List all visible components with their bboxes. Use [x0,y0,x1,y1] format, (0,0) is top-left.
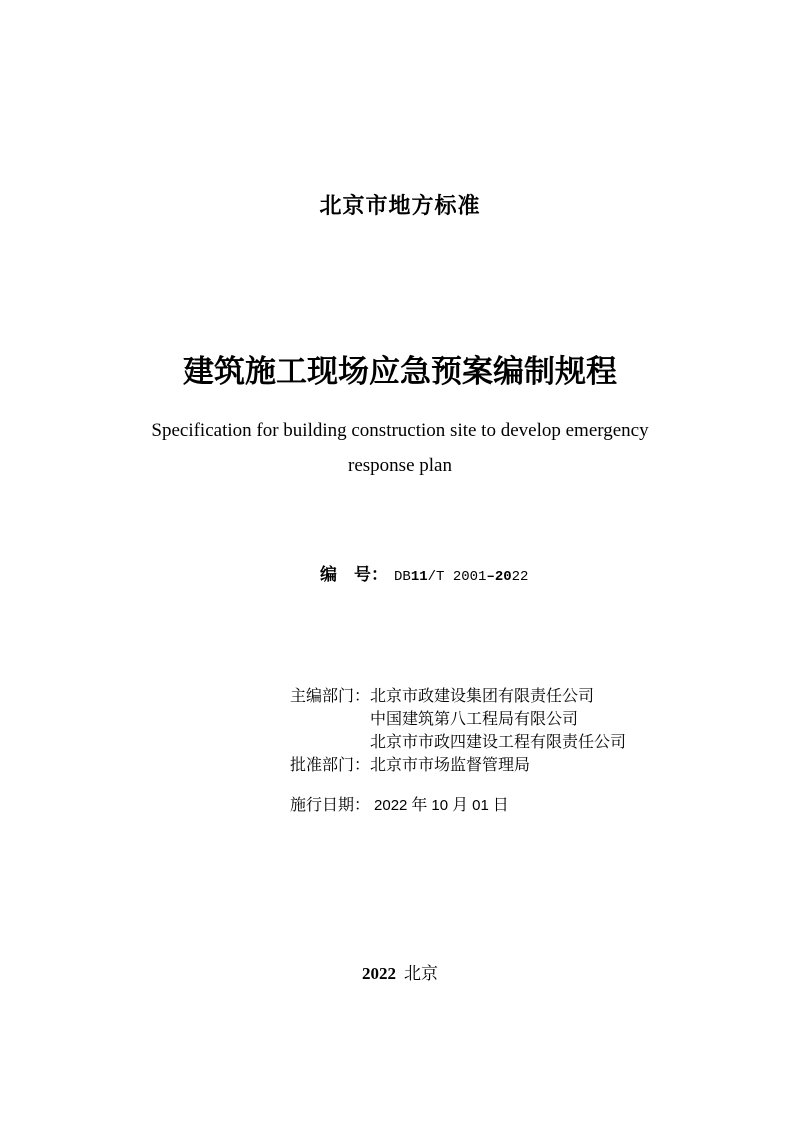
implementation-date-line [290,792,509,815]
standard-number-suffix: 22 [511,569,529,585]
chief-department-row-3 [290,731,626,754]
implementation-year: 2022 [374,797,408,814]
standard-number-prefix: DB [394,569,411,585]
english-subtitle-line1: Specification for building construction site to develop emergency [151,420,649,441]
chief-department-value-1: 北京市政建设集团有限责任公司 [370,688,595,705]
approval-department-value: 北京市市场监督管理局 [370,757,531,774]
standard-number-bold1: 11 [410,569,428,585]
chief-department-label: 主编部门： [290,688,371,705]
implementation-month-unit: 月 [452,797,469,814]
footer-line [0,959,800,984]
departments-block [290,685,626,777]
implementation-date-label: 施行日期： [290,797,371,814]
standard-category-heading: 北京市地方标准 [319,193,481,218]
dept-label-spacer [290,731,370,754]
approval-department-label: 批准部门： [290,757,371,774]
implementation-day-unit: 日 [492,797,509,814]
chief-department-value-2: 中国建筑第八工程局有限公司 [370,711,579,728]
chief-department-row-1 [290,685,626,708]
implementation-year-unit: 年 [411,797,428,814]
standard-number-value [394,569,528,585]
document-title: 建筑施工现场应急预案编制规程 [183,354,617,389]
implementation-month: 10 [431,797,449,814]
standard-number-mid: /T 2001 [427,569,487,585]
chief-department-row-2 [290,708,626,731]
implementation-day: 01 [472,797,489,814]
footer-city: 北京 [404,964,438,983]
standard-number-bold2: –20 [486,569,512,585]
english-subtitle-line2: response plan [348,455,452,476]
approval-department-row [290,754,626,777]
standard-number-line [320,560,528,585]
standard-number-label: 编 号： [320,565,388,584]
chief-department-value-3: 北京市市政四建设工程有限责任公司 [370,734,627,751]
dept-label-spacer [290,708,370,731]
footer-year: 2022 [362,964,396,983]
